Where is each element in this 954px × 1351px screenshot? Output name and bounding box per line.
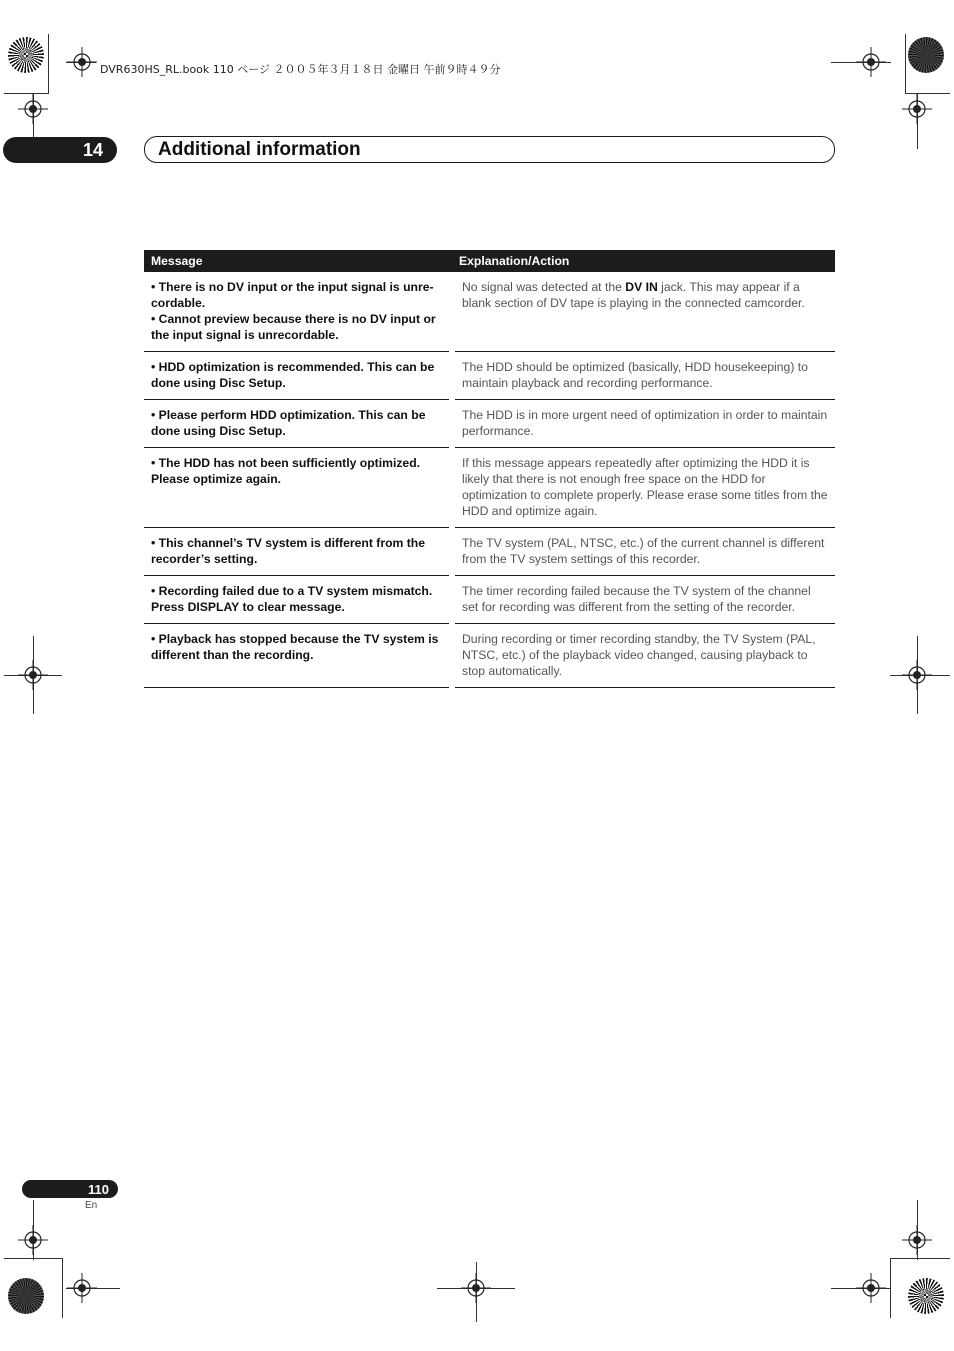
color-wheel-icon: [908, 37, 944, 73]
message-cell: • Please perform HDD optimization. This can be done using Disc Setup.: [144, 400, 452, 448]
message-cell: • Recording failed due to a TV system mismatch. Press DISPLAY to clear message.: [144, 576, 452, 624]
crop-line: [48, 34, 49, 94]
section-title: [144, 136, 835, 163]
registration-mark-icon: [18, 1225, 48, 1255]
explanation-cell: [452, 272, 835, 352]
message-text: • Cannot preview because there is no DV input or the input signal is unrecordable.: [151, 312, 436, 342]
table-row: [144, 400, 835, 448]
page-language: En: [85, 1200, 98, 1211]
column-header-message: Message: [144, 250, 452, 272]
jack-name: DV IN: [625, 280, 658, 294]
column-header-explanation: Explanation/Action: [452, 250, 835, 272]
message-cell: • Playback has stopped because the TV system is different than the recording.: [144, 624, 452, 688]
message-table: [144, 250, 835, 688]
color-wheel-icon: [8, 37, 44, 73]
explanation-cell: The HDD should be optimized (basically, HDD housekeeping) to maintain playback and recording performance.: [462, 360, 808, 390]
registration-mark-icon: [902, 660, 932, 690]
registration-mark-icon: [18, 660, 48, 690]
crop-line: [4, 1258, 62, 1259]
explanation-cell: During recording or timer recording standby, the TV System (PAL, NTSC, etc.) of the playback video changed, causing playback to stop automatically.: [462, 632, 816, 678]
explanation-cell: The HDD is in more urgent need of optimization in order to maintain performance.: [462, 408, 828, 438]
registration-mark-icon: [461, 1273, 491, 1303]
color-wheel-icon: [908, 1278, 944, 1314]
table-row: [144, 624, 835, 688]
table-header-row: [144, 250, 835, 272]
registration-mark-icon: [18, 94, 48, 124]
message-cell: • HDD optimization is recommended. This can be done using Disc Setup.: [144, 352, 452, 400]
registration-mark-icon: [67, 47, 97, 77]
section-title-text: Additional information: [158, 138, 361, 160]
registration-mark-icon: [902, 1225, 932, 1255]
table-row: [144, 528, 835, 576]
crop-line: [62, 1258, 63, 1318]
explanation-cell: The TV system (PAL, NTSC, etc.) of the current channel is different from the TV system settings of this recorder.: [462, 536, 825, 566]
registration-mark-icon: [856, 1273, 886, 1303]
table-row: [144, 448, 835, 528]
registration-mark-icon: [902, 94, 932, 124]
color-wheel-icon: [8, 1278, 44, 1314]
page-number-badge: 110: [22, 1180, 118, 1198]
crop-line: [890, 1258, 950, 1259]
table-row: [144, 352, 835, 400]
explanation-cell: If this message appears repeatedly after optimizing the HDD it is likely that there is not enough free space on the HDD for optimization to complete properly. Please erase some titles from the HDD and optimize again.: [462, 456, 828, 518]
crop-line: [905, 34, 906, 94]
registration-mark-icon: [67, 1273, 97, 1303]
message-cell: • The HDD has not been sufficiently optimized. Please optimize again.: [144, 448, 452, 528]
explanation-cell: The timer recording failed because the TV system of the channel set for recording was different from the setting of the recorder.: [462, 584, 811, 614]
message-cell: • This channel’s TV system is different from the recorder’s setting.: [144, 528, 452, 576]
message-cell: [144, 272, 452, 352]
table-row: [144, 576, 835, 624]
explanation-text: jack. This may appear if a blank section of DV tape is playing in the connected camcorder.: [462, 280, 805, 310]
table-row: [144, 272, 835, 352]
registration-mark-icon: [856, 47, 886, 77]
print-header: DVR630HS_RL.book 110 ページ ２００５年３月１８日 金曜日 午前９時４９分: [100, 63, 501, 76]
explanation-text: No signal was detected at the: [462, 280, 626, 294]
message-text: • There is no DV input or the input signal is unre-cordable.: [151, 280, 434, 310]
chapter-number-badge: 14: [3, 137, 117, 163]
